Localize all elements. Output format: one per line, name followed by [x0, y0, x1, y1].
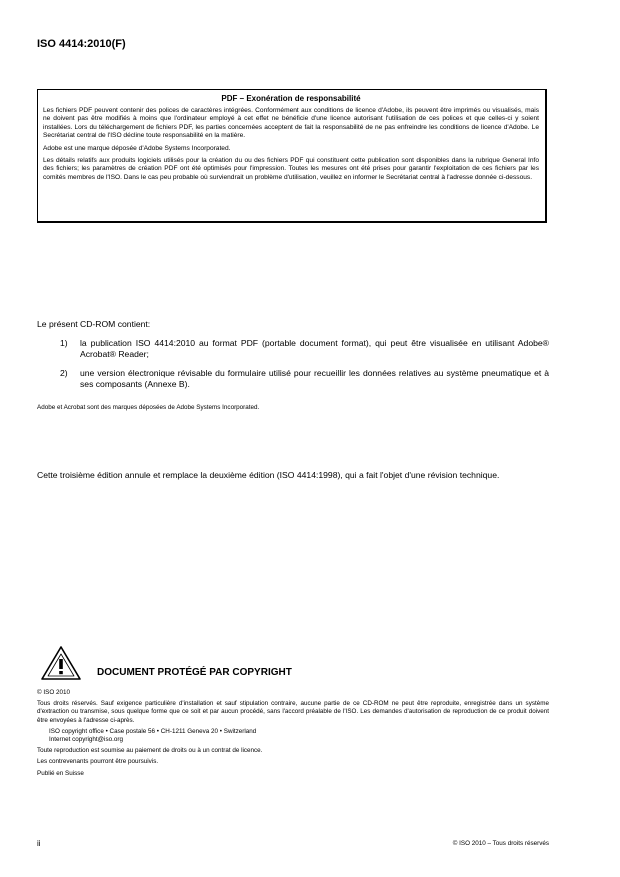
reproduction-notice: Toute reproduction est soumise au paiement de droits ou à un contrat de licence. — [37, 747, 263, 755]
standard-identifier: ISO 4414:2010(F) — [37, 38, 126, 50]
cdrom-contents-list — [37, 338, 549, 398]
page-number: ii — [37, 839, 41, 848]
offenders-notice: Les contrevenants pourront être poursuivis. — [37, 758, 159, 766]
disclaimer-paragraph: Les fichiers PDF peuvent contenir des polices de caractères intégrées. Conformément aux conditions de licence d'Adobe, ils peuvent être imprimés ou visualisés, mais ne doivent pas être modifiés à moins que l'ordinateur employé à cet effet ne bénéficie d'une licence autorisant l'utilisation de ces polices et que celles-ci y soient installées. Lors du téléchargement de fichiers PDF, les parties concernées acceptent de fait la responsabilité de ne pas enfreindre les conditions de licence d'Adobe. Le Secrétariat central de l'ISO décline toute responsabilité en la matière. — [43, 107, 539, 140]
list-item — [37, 338, 549, 360]
warning-triangle-icon — [40, 645, 82, 681]
copyright-heading: DOCUMENT PROTÉGÉ PAR COPYRIGHT — [97, 667, 292, 678]
disclaimer-title: PDF – Exonération de responsabilité — [221, 94, 361, 103]
trademark-note: Adobe et Acrobat sont des marques déposées de Adobe Systems Incorporated. — [37, 404, 260, 411]
copyright-year: © ISO 2010 — [37, 689, 70, 696]
published-location: Publié en Suisse — [37, 769, 84, 777]
list-item — [37, 368, 549, 390]
list-item-number: 2) — [60, 368, 68, 378]
cdrom-intro: Le présent CD-ROM contient: — [37, 319, 151, 329]
copyright-office-address: ISO copyright office • Case postale 56 • CH-1211 Geneva 20 • Switzerland — [49, 727, 257, 735]
list-item-number: 1) — [60, 338, 68, 348]
copyright-notice — [37, 689, 549, 781]
list-item-text: une version électronique révisable du formulaire utilisé pour recueillir les données relatives au système pneumatique et à ses composants (Annexe B). — [80, 368, 549, 389]
edition-note: Cette troisième édition annule et remplace la deuxième édition (ISO 4414:1998), qui a fait l'objet d'une révision technique. — [37, 470, 500, 480]
copyright-internet: Internet copyright@iso.org — [49, 736, 123, 744]
copyright-rights-text: Tous droits réservés. Sauf exigence particulière d'installation et sauf stipulation contraire, aucune partie de ce CD-ROM ne peut être reproduite, enregistrée dans un système d'extraction ou transmise, sous quelque forme que ce soit et par aucun procédé, sans l'accord préalable de l'ISO. Les demandes d'autorisation de reproduction de ce produit doivent être envoyées à l'adresse ci-après. — [37, 700, 549, 724]
disclaimer-paragraph: Adobe est une marque déposée d'Adobe Systems Incorporated. — [43, 144, 231, 152]
list-item-text: la publication ISO 4414:2010 au format PDF (portable document format), qui peut être visualisée en utilisant Adobe® Acrobat® Reader; — [80, 338, 549, 359]
footer-copyright: © ISO 2010 – Tous droits réservés — [452, 840, 549, 847]
pdf-disclaimer-box — [37, 89, 547, 223]
disclaimer-paragraph: Les détails relatifs aux produits logiciels utilisés pour la création du ou des fichiers PDF qui constituent cette publication sont disponibles dans la rubrique General Info des fichiers; les paramètres de création PDF ont été optimisés pour l'impression. Toutes les mesures ont été prises pour garantir l'exploitation de ces fichiers par les comités membres de l'ISO. Dans le cas peu probable où surviendrait un problème d'utilisation, veuillez en informer le Secrétariat central à l'adresse donnée ci-dessous. — [43, 157, 539, 181]
